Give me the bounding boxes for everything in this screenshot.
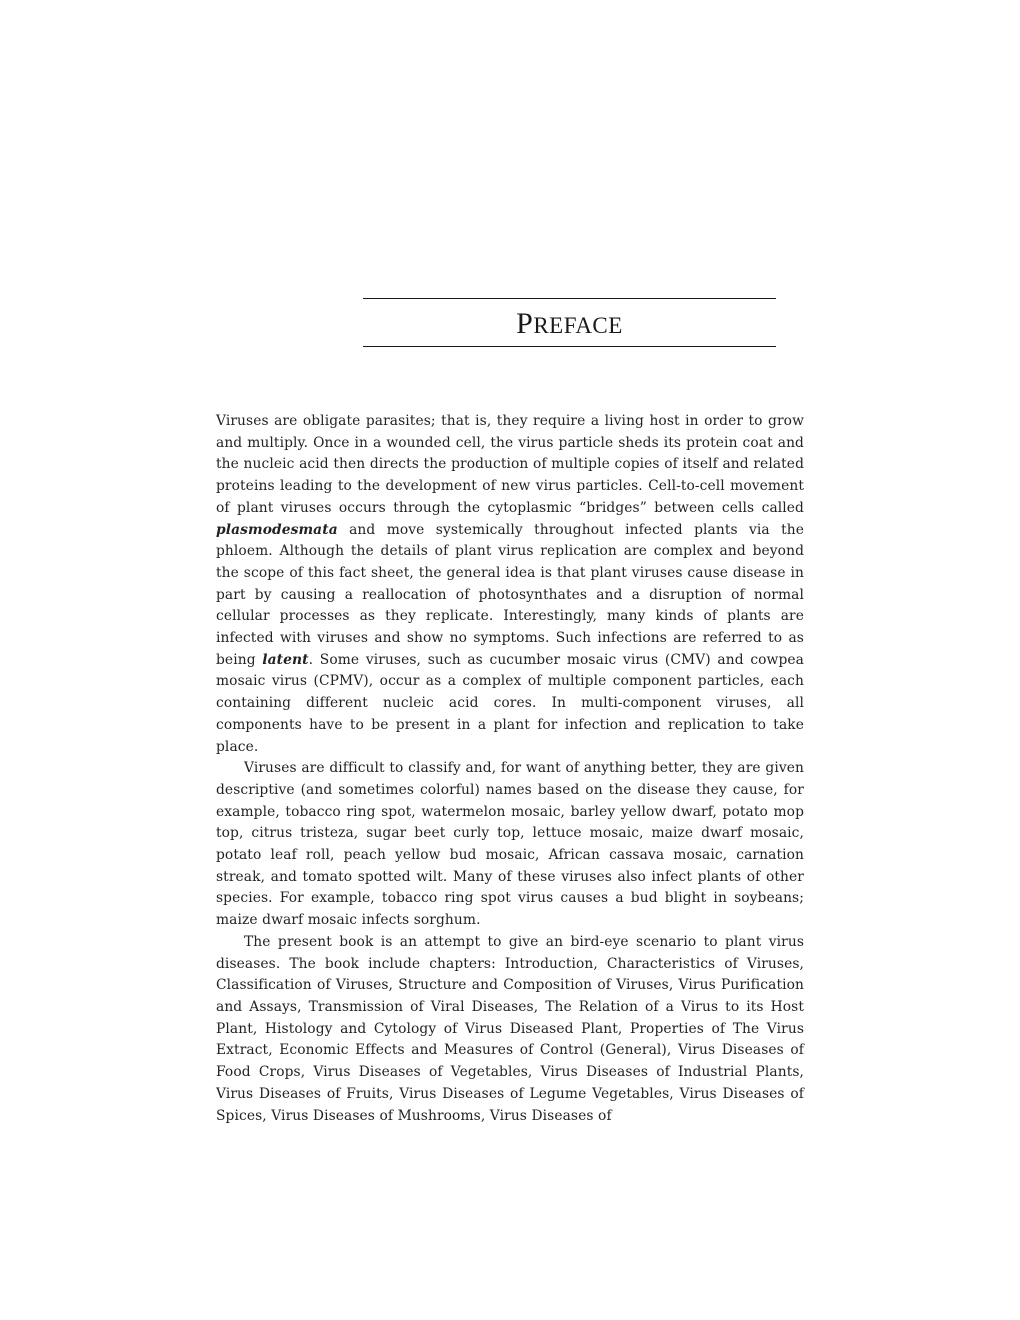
title-rest: REFACE: [533, 313, 623, 338]
preface-heading-block: [363, 298, 776, 350]
heading-bottom-rule: [363, 346, 776, 347]
paragraph-2: Viruses are difficult to classify and, for want of anything better, they are given descriptive (and sometimes colorful) names based on the disease they cause, for example, tobacco ring spot, watermelon mosaic, barley yellow dwarf, potato mop top, citrus tristeza, sugar beet curly top, lettuce mosaic, maize dwarf mosaic, potato leaf roll, peach yellow bud mosaic, African cassava mosaic, carnation streak, and tomato spotted wilt. Many of these viruses also infect plants of other species. For example, tobacco ring spot virus causes a bud blight in soybeans; maize dwarf mosaic infects sorghum.: [216, 760, 804, 929]
paragraph-1-part-2: and move systemically throughout infected plants via the phloem. Although the details of plant virus replication are complex and beyond the scope of this fact sheet, the general idea is that plant viruses cause disease in part by causing a reallocation of photosynthates and a disruption of normal cellular processes as they replicate. Interestingly, many kinds of plants are infected with viruses and show no symptoms. Such infections are referred to as being: [216, 521, 804, 668]
paragraph-1: [216, 411, 804, 758]
preface-body: [216, 411, 804, 1127]
paragraph-1-part-3: . Some viruses, such as cucumber mosaic virus (CMV) and cowpea mosaic virus (CPMV), occur as a complex of multiple component particles, each containing different nucleic acid cores. In multi-component viruses, all components have to be present in a plant for infection and replication to take place.: [216, 651, 804, 755]
paragraph-3: The present book is an attempt to give an bird-eye scenario to plant virus diseases. The book include chapters: Introduction, Characteristics of Viruses, Classification of Viruses, Structure and Composition of Viruses, Virus Purification and Assays, Transmission of Viral Diseases, The Relation of a Virus to its Host Plant, Histology and Cytology of Virus Diseased Plant, Properties of The Virus Extract, Economic Effects and Measures of Control (General), Virus Diseases of Food Crops, Virus Diseases of Vegetables, Virus Diseases of Industrial Plants, Virus Diseases of Fruits, Virus Diseases of Legume Vegetables, Virus Diseases of Spices, Virus Diseases of Mushrooms, Virus Diseases of: [216, 933, 804, 1124]
term-latent: latent: [262, 651, 309, 668]
term-plasmodesmata: plasmodesmata: [216, 521, 338, 538]
paragraph-1-part-1: Viruses are obligate parasites; that is, they require a living host in order to grow and multiply. Once in a wounded cell, the virus particle sheds its protein coat and the nucleic acid then directs the production of multiple copies of itself and related proteins leading to the development of new virus particles. Cell-to-cell movement of plant viruses occurs through the cytoplasmic “bridges” between cells called: [216, 413, 804, 516]
title-initial: P: [516, 307, 534, 340]
page-title: [363, 309, 776, 341]
heading-top-rule: [363, 298, 776, 299]
